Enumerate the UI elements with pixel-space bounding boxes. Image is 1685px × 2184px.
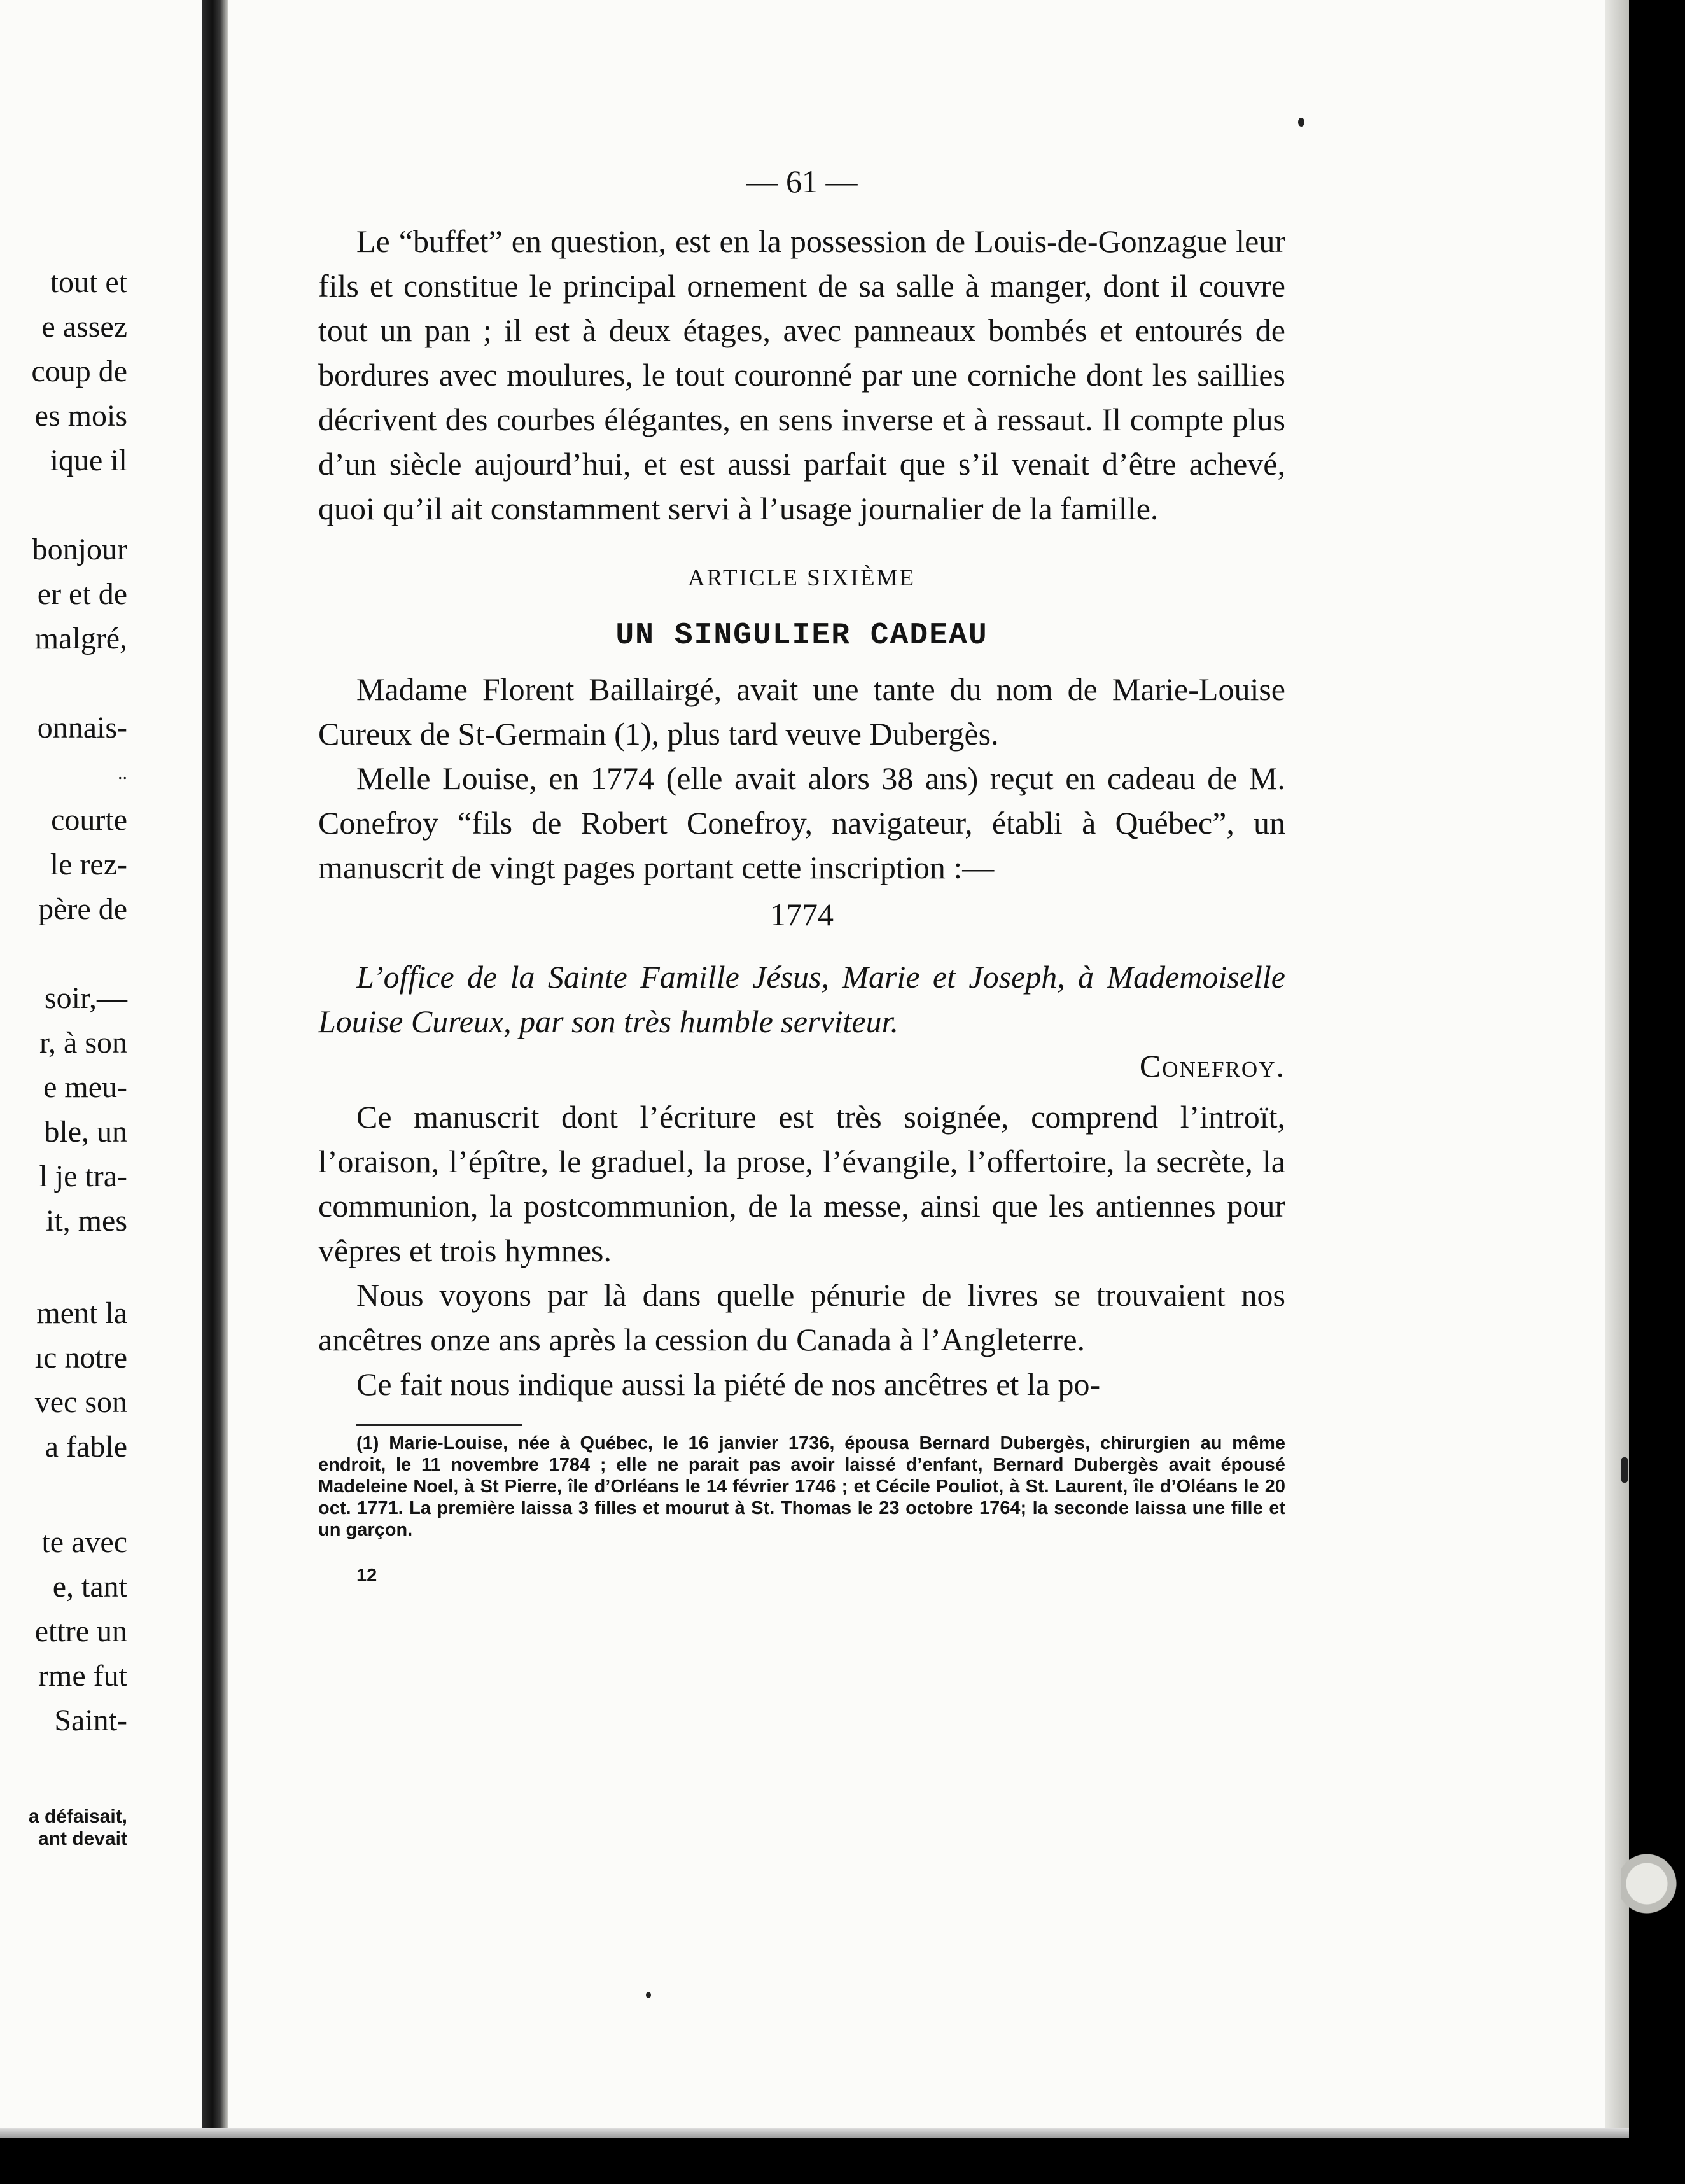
main-page	[318, 159, 1285, 1598]
book-gutter-shadow	[202, 0, 228, 2138]
print-speck	[1621, 1457, 1628, 1483]
left-fragment: vec son	[34, 1385, 127, 1419]
left-fragment: malgré,	[34, 622, 127, 655]
left-fragment: coup de	[31, 354, 127, 388]
left-fragment: onnais-	[37, 711, 127, 745]
article-title: UN SINGULIER CADEAU	[615, 619, 988, 653]
left-fragment: e meu-	[43, 1070, 127, 1104]
left-fragment: ment la	[36, 1296, 127, 1330]
left-fragment: ble, un	[44, 1115, 127, 1149]
torn-page-corner	[1621, 1833, 1685, 1935]
left-fragment: bonjour	[32, 533, 127, 566]
print-speck	[1298, 118, 1304, 127]
body-paragraph: Ce fait nous indique aussi la piété de nos ancêtres et la po-	[356, 1366, 1101, 1402]
left-fragment: es mois	[34, 399, 127, 433]
left-fragment: a défaisait,	[28, 1806, 127, 1827]
left-fragment: ıc notre	[34, 1341, 127, 1375]
inscription-year: 1774	[770, 897, 834, 932]
left-fragment: a fable	[45, 1430, 127, 1464]
body-paragraph: Madame Florent Baillairgé, avait une tante du nom de Marie-Louise Cureux de St-Germain (1), plus tard veuve Dubergès.	[318, 671, 1285, 752]
left-facing-page	[0, 0, 210, 2138]
left-fragment: e assez	[41, 310, 127, 344]
page-bottom-edge	[0, 2128, 1629, 2138]
left-fragment: ettre un	[34, 1614, 127, 1648]
signature-mark: 12	[356, 1565, 377, 1586]
left-fragment: e, tant	[52, 1570, 127, 1604]
left-fragment: père de	[38, 892, 127, 926]
footnote: (1) Marie-Louise, née à Québec, le 16 janvier 1736, épousa Bernard Dubergès, chirurgien au même endroit, le 11 novembre 1784 ; elle ne parait pas avoir laissé d’enfant, Bernard Dubergès avait épousé Madeleine Noel, à St Pierre, île d’Orléans le 14 février 1746 ; et Cécile Pouliot, à St. Laurent, île d’Oléans le 20 oct. 1771. La première laissa 3 filles et mourut à St. Thomas le 23 octobre 1764; la seconde laissa une fille et un garçon.	[318, 1433, 1285, 1540]
inscription-signature: Conefroy.	[1139, 1048, 1285, 1084]
left-fragment: tout et	[50, 265, 127, 299]
left-fragment: soir,—	[44, 981, 127, 1015]
inscription-text: L’office de la Sainte Famille Jésus, Marie et Joseph, à Mademoiselle Louise Cureux, par son très humble serviteur.	[318, 959, 1285, 1039]
footnote-separator	[356, 1424, 522, 1426]
page-edge	[1605, 0, 1629, 2138]
left-fragment: ..	[118, 762, 127, 783]
left-fragment: le rez-	[50, 848, 127, 881]
left-fragment: rme fut	[38, 1659, 127, 1693]
body-paragraph: Ce manuscrit dont l’écriture est très soignée, comprend l’introït, l’oraison, l’épître, le graduel, la prose, l’évangile, l’offertoire, la secrète, la communion, la postcommunion, de la messe, ainsi que les antiennes pour vêpres et trois hymnes.	[318, 1099, 1285, 1268]
intro-paragraph: Le “buffet” en question, est en la possession de Louis-de-Gonzague leur fils et constitue le principal ornement de sa salle à manger, dont il couvre tout un pan ; il est à deux étages, avec panneaux bombés et entourés de bordures avec moulures, le tout couronné par une corniche dont les saillies décrivent des courbes élégantes, en sens inverse et à ressaut. Il compte plus d’un siècle aujourd’hui, et est aussi parfait que s’il venait d’être achevé, quoi qu’il ait constamment servi à l’usage journalier de la famille.	[318, 223, 1285, 526]
body-paragraph: Melle Louise, en 1774 (elle avait alors 38 ans) reçut en cadeau de M. Conefroy “fils de Robert Conefroy, navigateur, établi à Québec”, un manuscrit de vingt pages portant cette inscription :—	[318, 760, 1285, 885]
left-fragment: er et de	[37, 577, 127, 611]
left-fragment: it, mes	[46, 1204, 127, 1238]
left-fragment: r, à son	[39, 1026, 127, 1060]
body-paragraph: Nous voyons par là dans quelle pénurie de livres se trouvaient nos ancêtres onze ans après la cession du Canada à l’Angleterre.	[318, 1277, 1285, 1357]
left-fragment: l je tra-	[39, 1159, 127, 1193]
left-fragment: courte	[51, 803, 127, 837]
print-speck	[646, 1992, 651, 1998]
left-fragment: ique il	[50, 444, 127, 477]
left-fragment: te avec	[41, 1525, 127, 1559]
left-fragment: Saint-	[54, 1704, 127, 1737]
article-label: ARTICLE SIXIÈME	[687, 565, 916, 591]
left-fragment: ant devait	[38, 1828, 127, 1849]
page-number: — 61 —	[746, 164, 858, 199]
